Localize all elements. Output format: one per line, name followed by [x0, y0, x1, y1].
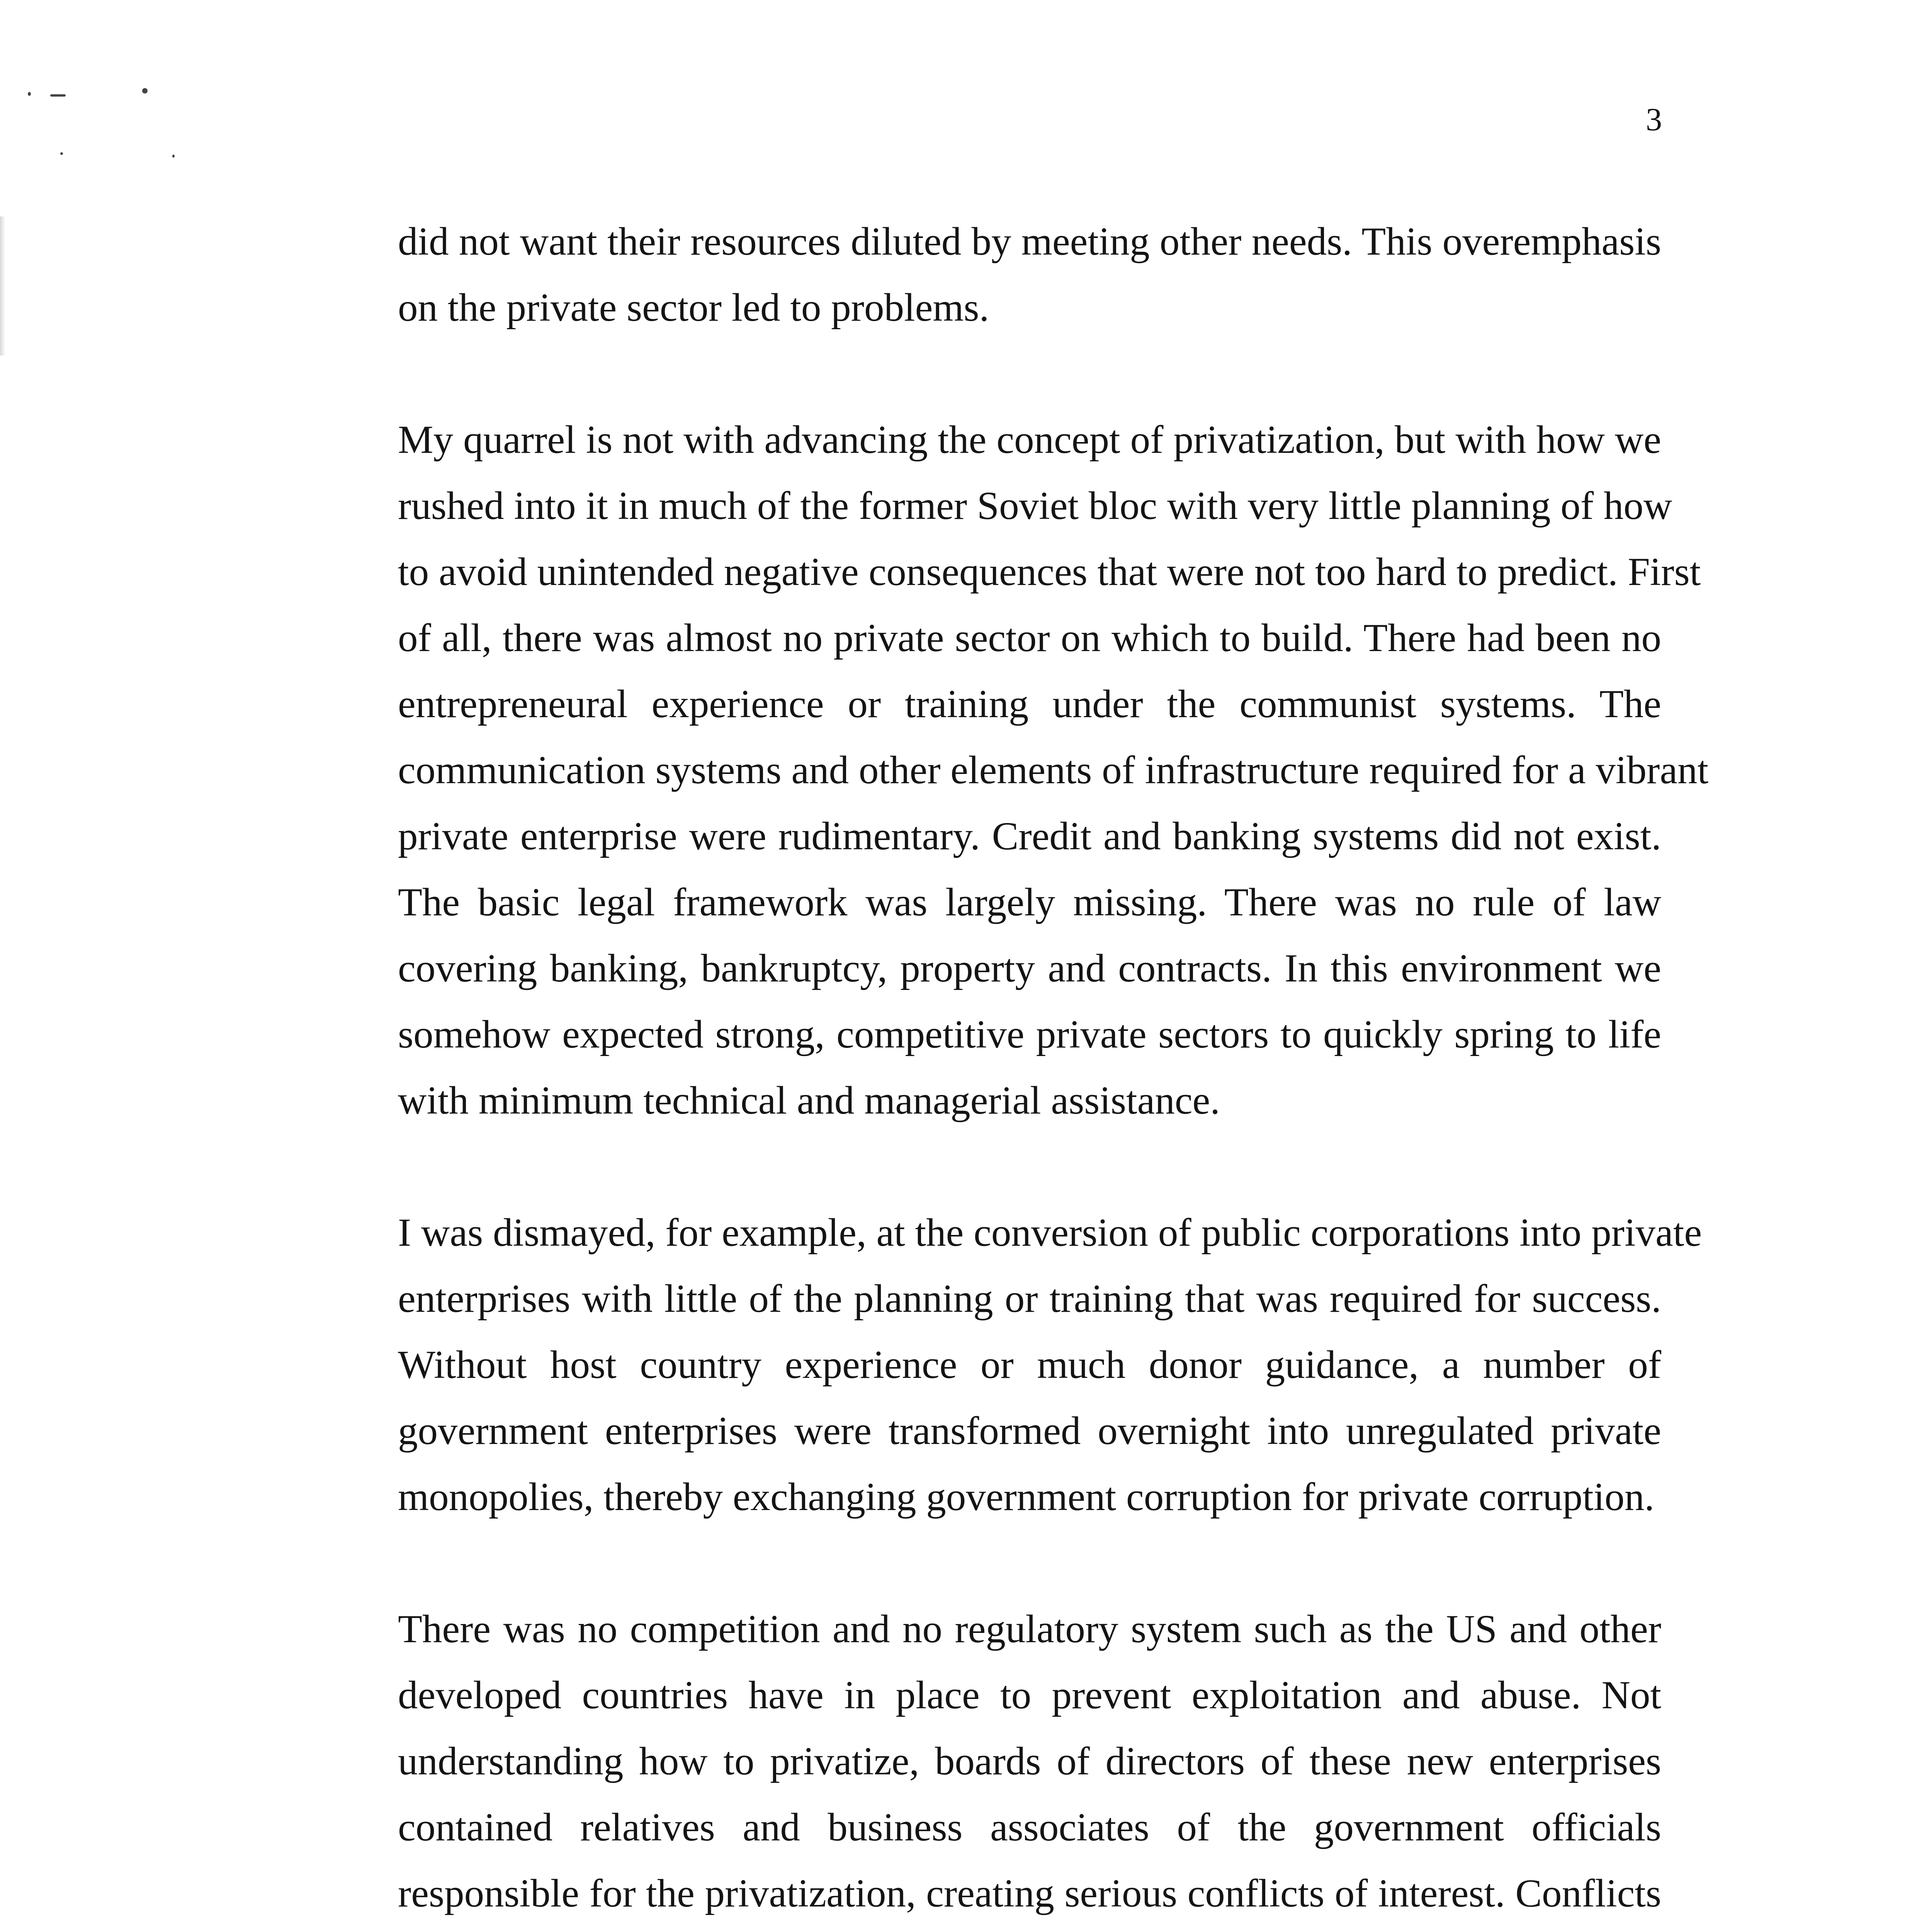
page-number: 3 — [1646, 102, 1662, 138]
paragraph-gap — [398, 1530, 1661, 1596]
text-line: enterprises with little of the planning or training that was required for success. — [398, 1277, 1661, 1321]
text-line: somehow expected strong, competitive private sectors to quickly spring to life — [398, 1012, 1661, 1056]
text-line: did not want their resources diluted by meeting other needs. This overemphasis — [398, 219, 1661, 264]
scan-speck — [142, 88, 148, 94]
text-line: government enterprises were transformed overnight into unregulated private — [398, 1409, 1661, 1453]
scan-speck — [60, 152, 63, 155]
scan-edge-shadow — [0, 216, 5, 355]
text-line: The basic legal framework was largely missing. There was no rule of law — [398, 880, 1661, 924]
text-line: Without host country experience or much donor guidance, a number of — [398, 1343, 1661, 1387]
text-line: responsible for the privatization, creating serious conflicts of interest. Conflicts — [398, 1871, 1661, 1915]
text-line: communication systems and other elements of infrastructure required for a vibrant — [398, 748, 1709, 792]
text-line: developed countries have in place to prevent exploitation and abuse. Not — [398, 1673, 1661, 1717]
text-line: rushed into it in much of the former Soviet bloc with very little planning of how — [398, 484, 1672, 528]
text-line: understanding how to privatize, boards of directors of these new enterprises — [398, 1739, 1661, 1783]
paragraph — [398, 1596, 1661, 1932]
text-line: I was dismayed, for example, at the conversion of public corporations into private — [398, 1211, 1702, 1255]
paragraph — [398, 1200, 1702, 1530]
text-line — [398, 1927, 1661, 1932]
text-line: My quarrel is not with advancing the concept of privatization, but with how we — [398, 418, 1661, 462]
body-text — [398, 209, 1709, 1932]
scan-speck — [50, 94, 66, 97]
text-line: monopolies, thereby exchanging government corruption for private corruption. — [398, 1475, 1655, 1519]
text-line: with minimum technical and managerial assistance. — [398, 1078, 1220, 1122]
text-line: private enterprise were rudimentary. Credit and banking systems did not exist. — [398, 814, 1661, 858]
text-line: There was no competition and no regulatory system such as the US and other — [398, 1607, 1661, 1651]
paragraph — [398, 209, 1661, 341]
text-line: entrepreneural experience or training under the communist systems. The — [398, 682, 1661, 726]
text-line: covering banking, bankruptcy, property and contracts. In this environment we — [398, 946, 1661, 990]
text-line: on the private sector led to problems. — [398, 286, 989, 330]
paragraph — [398, 407, 1709, 1134]
paragraph-gap — [398, 341, 1661, 407]
paragraph-gap — [398, 1134, 1661, 1200]
text-line: to avoid unintended negative consequences that were not too hard to predict. First — [398, 550, 1701, 594]
scan-speck — [28, 92, 31, 96]
scan-speck — [172, 155, 175, 158]
text-line: of all, there was almost no private sector on which to build. There had been no — [398, 616, 1661, 660]
text-line: contained relatives and business associates of the government officials — [398, 1805, 1661, 1849]
